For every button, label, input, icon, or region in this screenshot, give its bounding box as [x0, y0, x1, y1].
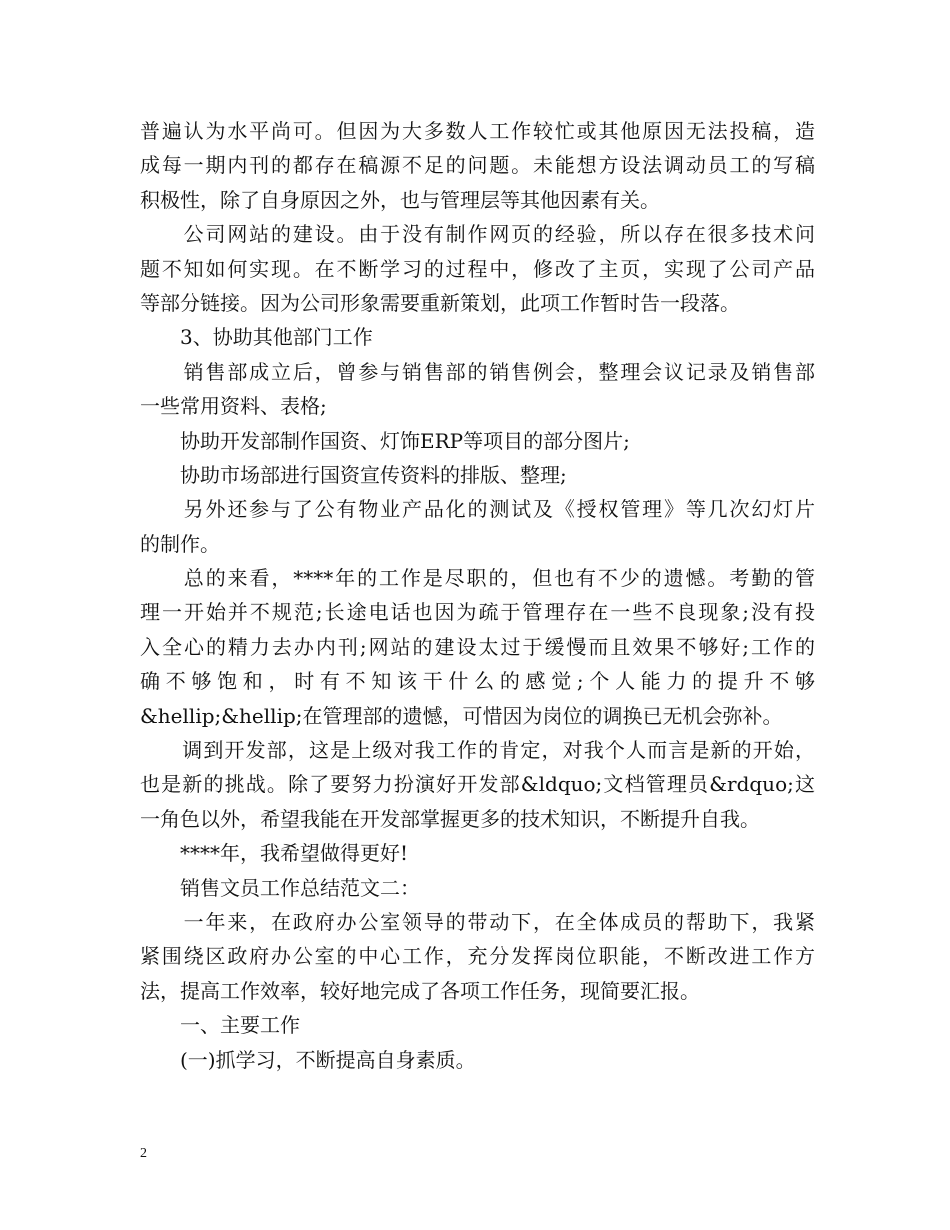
section-heading: 一、主要工作	[140, 1013, 300, 1038]
text-line: 总的来看，****年的工作是尽职的，但也有不少的遗憾。考勤的管	[140, 566, 815, 591]
text-line: 公司网站的建设。由于没有制作网页的经验，所以存在很多技术问	[140, 222, 815, 247]
document-body	[140, 114, 815, 1077]
text-line: 入全心的精力去办内刊;网站的建设太过于缓慢而且效果不够好;工作的	[140, 634, 815, 659]
text-line: 普遍认为水平尚可。但因为大多数人工作较忙或其他原因无法投稿，造	[140, 119, 815, 143]
text-line: 理一开始并不规范;长途电话也因为疏于管理存在一些不良现象;没有投	[140, 600, 815, 625]
text-line: 另外还参与了公有物业产品化的测试及《授权管理》等几次幻灯片	[140, 497, 815, 522]
section-heading: 销售文员工作总结范文二：	[140, 875, 420, 900]
text-line: 积极性，除了自身原因之外，也与管理层等其他因素有关。	[140, 187, 660, 212]
text-line: 的制作。	[140, 531, 220, 556]
text-line: 题不知如何实现。在不断学习的过程中，修改了主页，实现了公司产品	[140, 256, 815, 281]
text-line: 调到开发部，这是上级对我工作的肯定，对我个人而言是新的开始，	[140, 738, 815, 763]
subsection-heading: (一)抓学习，不断提高自身素质。	[140, 1047, 476, 1072]
text-line: 协助市场部进行国资宣传资料的排版、整理;	[140, 462, 567, 487]
text-line: 等部分链接。因为公司形象需要重新策划，此项工作暂时告一段落。	[140, 290, 740, 315]
text-line: 协助开发部制作国资、灯饰ERP等项目的部分图片;	[140, 428, 630, 453]
text-line: 成每一期内刊的都存在稿源不足的问题。未能想方设法调动员工的写稿	[140, 153, 815, 178]
text-line: 紧围绕区政府办公室的中心工作，充分发挥岗位职能，不断改进工作方	[140, 944, 815, 969]
section-heading: 3、协助其他部门工作	[140, 325, 373, 350]
text-line: 一些常用资料、表格;	[140, 394, 327, 419]
text-line: 一角色以外，希望我能在开发部掌握更多的技术知识，不断提升自我。	[140, 806, 760, 831]
text-line: 确不够饱和，时有不知该干什么的感觉;个人能力的提升不够	[140, 669, 815, 694]
text-line: 一年来，在政府办公室领导的带动下，在全体成员的帮助下，我紧	[140, 909, 815, 934]
text-line: 法，提高工作效率，较好地完成了各项工作任务，现简要汇报。	[140, 978, 700, 1003]
text-line: 也是新的挑战。除了要努力扮演好开发部&ldquo;文档管理员&rdquo;这	[140, 772, 815, 797]
page-number: 2	[140, 1146, 147, 1161]
text-line: &hellip;&hellip;在管理部的遗憾，可惜因为岗位的调换已无机会弥补。	[140, 703, 783, 728]
text-line: 销售部成立后，曾参与销售部的销售例会，整理会议记录及销售部	[140, 359, 815, 384]
text-line: ****年，我希望做得更好!	[140, 841, 409, 866]
